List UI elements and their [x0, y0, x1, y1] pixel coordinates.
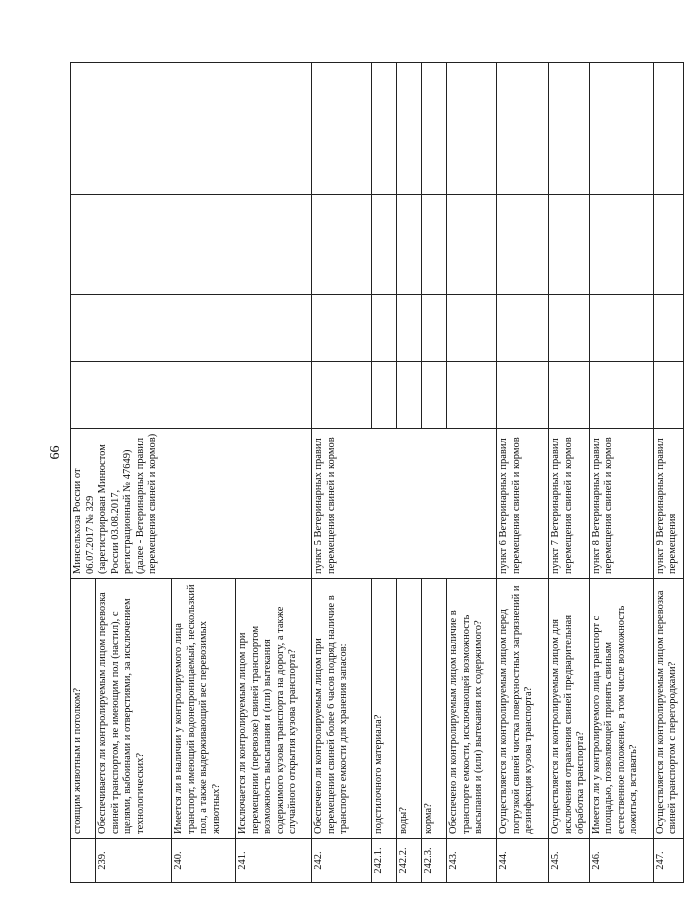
- requirement-cell: пункт 6 Ветеринарных правил перемещения свиней и кормов: [497, 429, 549, 579]
- answer-no-cell: [312, 295, 372, 362]
- row-number: 247.: [653, 839, 683, 883]
- question-cell: Исключается ли контролируемым лицом при перемещении (перевозке) свиней транспортом возможность высыпания и (или) вытекания содержимого кузова транспорта на дорогу, а также случайного открытия кузова транспорта?: [236, 579, 312, 839]
- answer-yes-cell: [653, 362, 683, 429]
- answer-yes-cell: [497, 362, 549, 429]
- row-number: 242.: [312, 839, 372, 883]
- not-applicable-cell: [71, 195, 312, 295]
- answer-no-cell: [549, 295, 590, 362]
- answer-yes-cell: [447, 362, 497, 429]
- requirement-cell: пункт 8 Ветеринарных правил перемещения свиней и кормов: [589, 429, 653, 579]
- remarks-cell: [549, 63, 590, 195]
- remarks-cell: [372, 63, 397, 195]
- answer-no-cell: [397, 295, 422, 362]
- row-number: 245.: [549, 839, 590, 883]
- question-cell: Осуществляется ли контролируемым лицом перевозка свиней транспортом с перегородками?: [653, 579, 683, 839]
- row-number: 239.: [96, 839, 172, 883]
- row-number: [71, 839, 96, 883]
- question-cell: Имеется ли у контролируемого лица транспорт с площадью, позволяющей принять свиньям естественное положение, в том числе возможность ложиться, вставать?: [589, 579, 653, 839]
- answer-yes-cell: [312, 362, 372, 429]
- page-number: 66: [48, 445, 63, 460]
- requirement-cell: Минсельхоза России от 06.07.2017 № 329 (зарегистрирован Минюстом России 03.08.2017, регистрационный № 47649) (далее - Ветеринарных правил перемещения свиней и кормов): [71, 429, 312, 579]
- table-row: [312, 63, 372, 883]
- answer-yes-cell: [71, 362, 312, 429]
- remarks-cell: [589, 63, 653, 195]
- not-applicable-cell: [372, 195, 397, 295]
- not-applicable-cell: [497, 195, 549, 295]
- not-applicable-cell: [549, 195, 590, 295]
- answer-no-cell: [653, 295, 683, 362]
- row-number: 246.: [589, 839, 653, 883]
- row-number: 241.: [236, 839, 312, 883]
- table-row: [589, 63, 653, 883]
- question-cell: Осуществляется ли контролируемым лицом перед погрузкой свиней чистка поверхностных загрязнений и дезинфекция кузова транспорта?: [497, 579, 549, 839]
- answer-yes-cell: [589, 362, 653, 429]
- requirement-cell: пункт 9 Ветеринарных правил перемещения: [653, 429, 683, 579]
- table-row: [71, 63, 96, 883]
- table-row: [653, 63, 683, 883]
- remarks-cell: [422, 63, 447, 195]
- remarks-cell: [312, 63, 372, 195]
- checklist-table: [70, 62, 684, 883]
- row-number: 242.3.: [422, 839, 447, 883]
- question-cell: воды?: [397, 579, 422, 839]
- answer-yes-cell: [549, 362, 590, 429]
- question-cell: Обеспечено ли контролируемым лицом наличие в транспорте емкости, исключающей возможность высыпания и (или) вытекания их содержимого?: [447, 579, 497, 839]
- question-cell: Обеспечивается ли контролируемым лицом перевозка свиней транспортом, не имеющим пол (настил), с щелями, выбоинами и отверстиями, за исключением технологических?: [96, 579, 172, 839]
- remarks-cell: [653, 63, 683, 195]
- row-number: 240.: [172, 839, 236, 883]
- row-number: 242.2.: [397, 839, 422, 883]
- answer-no-cell: [422, 295, 447, 362]
- not-applicable-cell: [653, 195, 683, 295]
- answer-no-cell: [71, 295, 312, 362]
- row-number: 242.1.: [372, 839, 397, 883]
- question-cell: Обеспечено ли контролируемым лицом при перемещении свиней более 6 часов подряд наличие в транспорте емкости для хранения запасов:: [312, 579, 372, 839]
- question-cell: Имеется ли в наличии у контролируемого лица транспорт, имеющий водонепроницаемый, нескользкий пол, а также выдерживающий вес перевозимых животных?: [172, 579, 236, 839]
- not-applicable-cell: [397, 195, 422, 295]
- question-cell: подстилочного материала?: [372, 579, 397, 839]
- answer-yes-cell: [422, 362, 447, 429]
- not-applicable-cell: [422, 195, 447, 295]
- answer-no-cell: [589, 295, 653, 362]
- not-applicable-cell: [589, 195, 653, 295]
- requirement-cell: пункт 7 Ветеринарных правил перемещения свиней и кормов: [549, 429, 590, 579]
- question-cell: Осуществляется ли контролируемым лицом для исключения отравления свиней предварительная обработка транспорта?: [549, 579, 590, 839]
- remarks-cell: [447, 63, 497, 195]
- requirement-cell: пункт 5 Ветеринарных правил перемещения свиней и кормов: [312, 429, 497, 579]
- not-applicable-cell: [447, 195, 497, 295]
- question-cell: стоящим животным и потолком?: [71, 579, 96, 839]
- answer-no-cell: [372, 295, 397, 362]
- answer-no-cell: [497, 295, 549, 362]
- row-number: 244.: [497, 839, 549, 883]
- answer-yes-cell: [372, 362, 397, 429]
- remarks-cell: [71, 63, 312, 195]
- table-row: [549, 63, 590, 883]
- table-row: [497, 63, 549, 883]
- answer-no-cell: [447, 295, 497, 362]
- row-number: 243.: [447, 839, 497, 883]
- question-cell: корма?: [422, 579, 447, 839]
- remarks-cell: [497, 63, 549, 195]
- remarks-cell: [397, 63, 422, 195]
- not-applicable-cell: [312, 195, 372, 295]
- answer-yes-cell: [397, 362, 422, 429]
